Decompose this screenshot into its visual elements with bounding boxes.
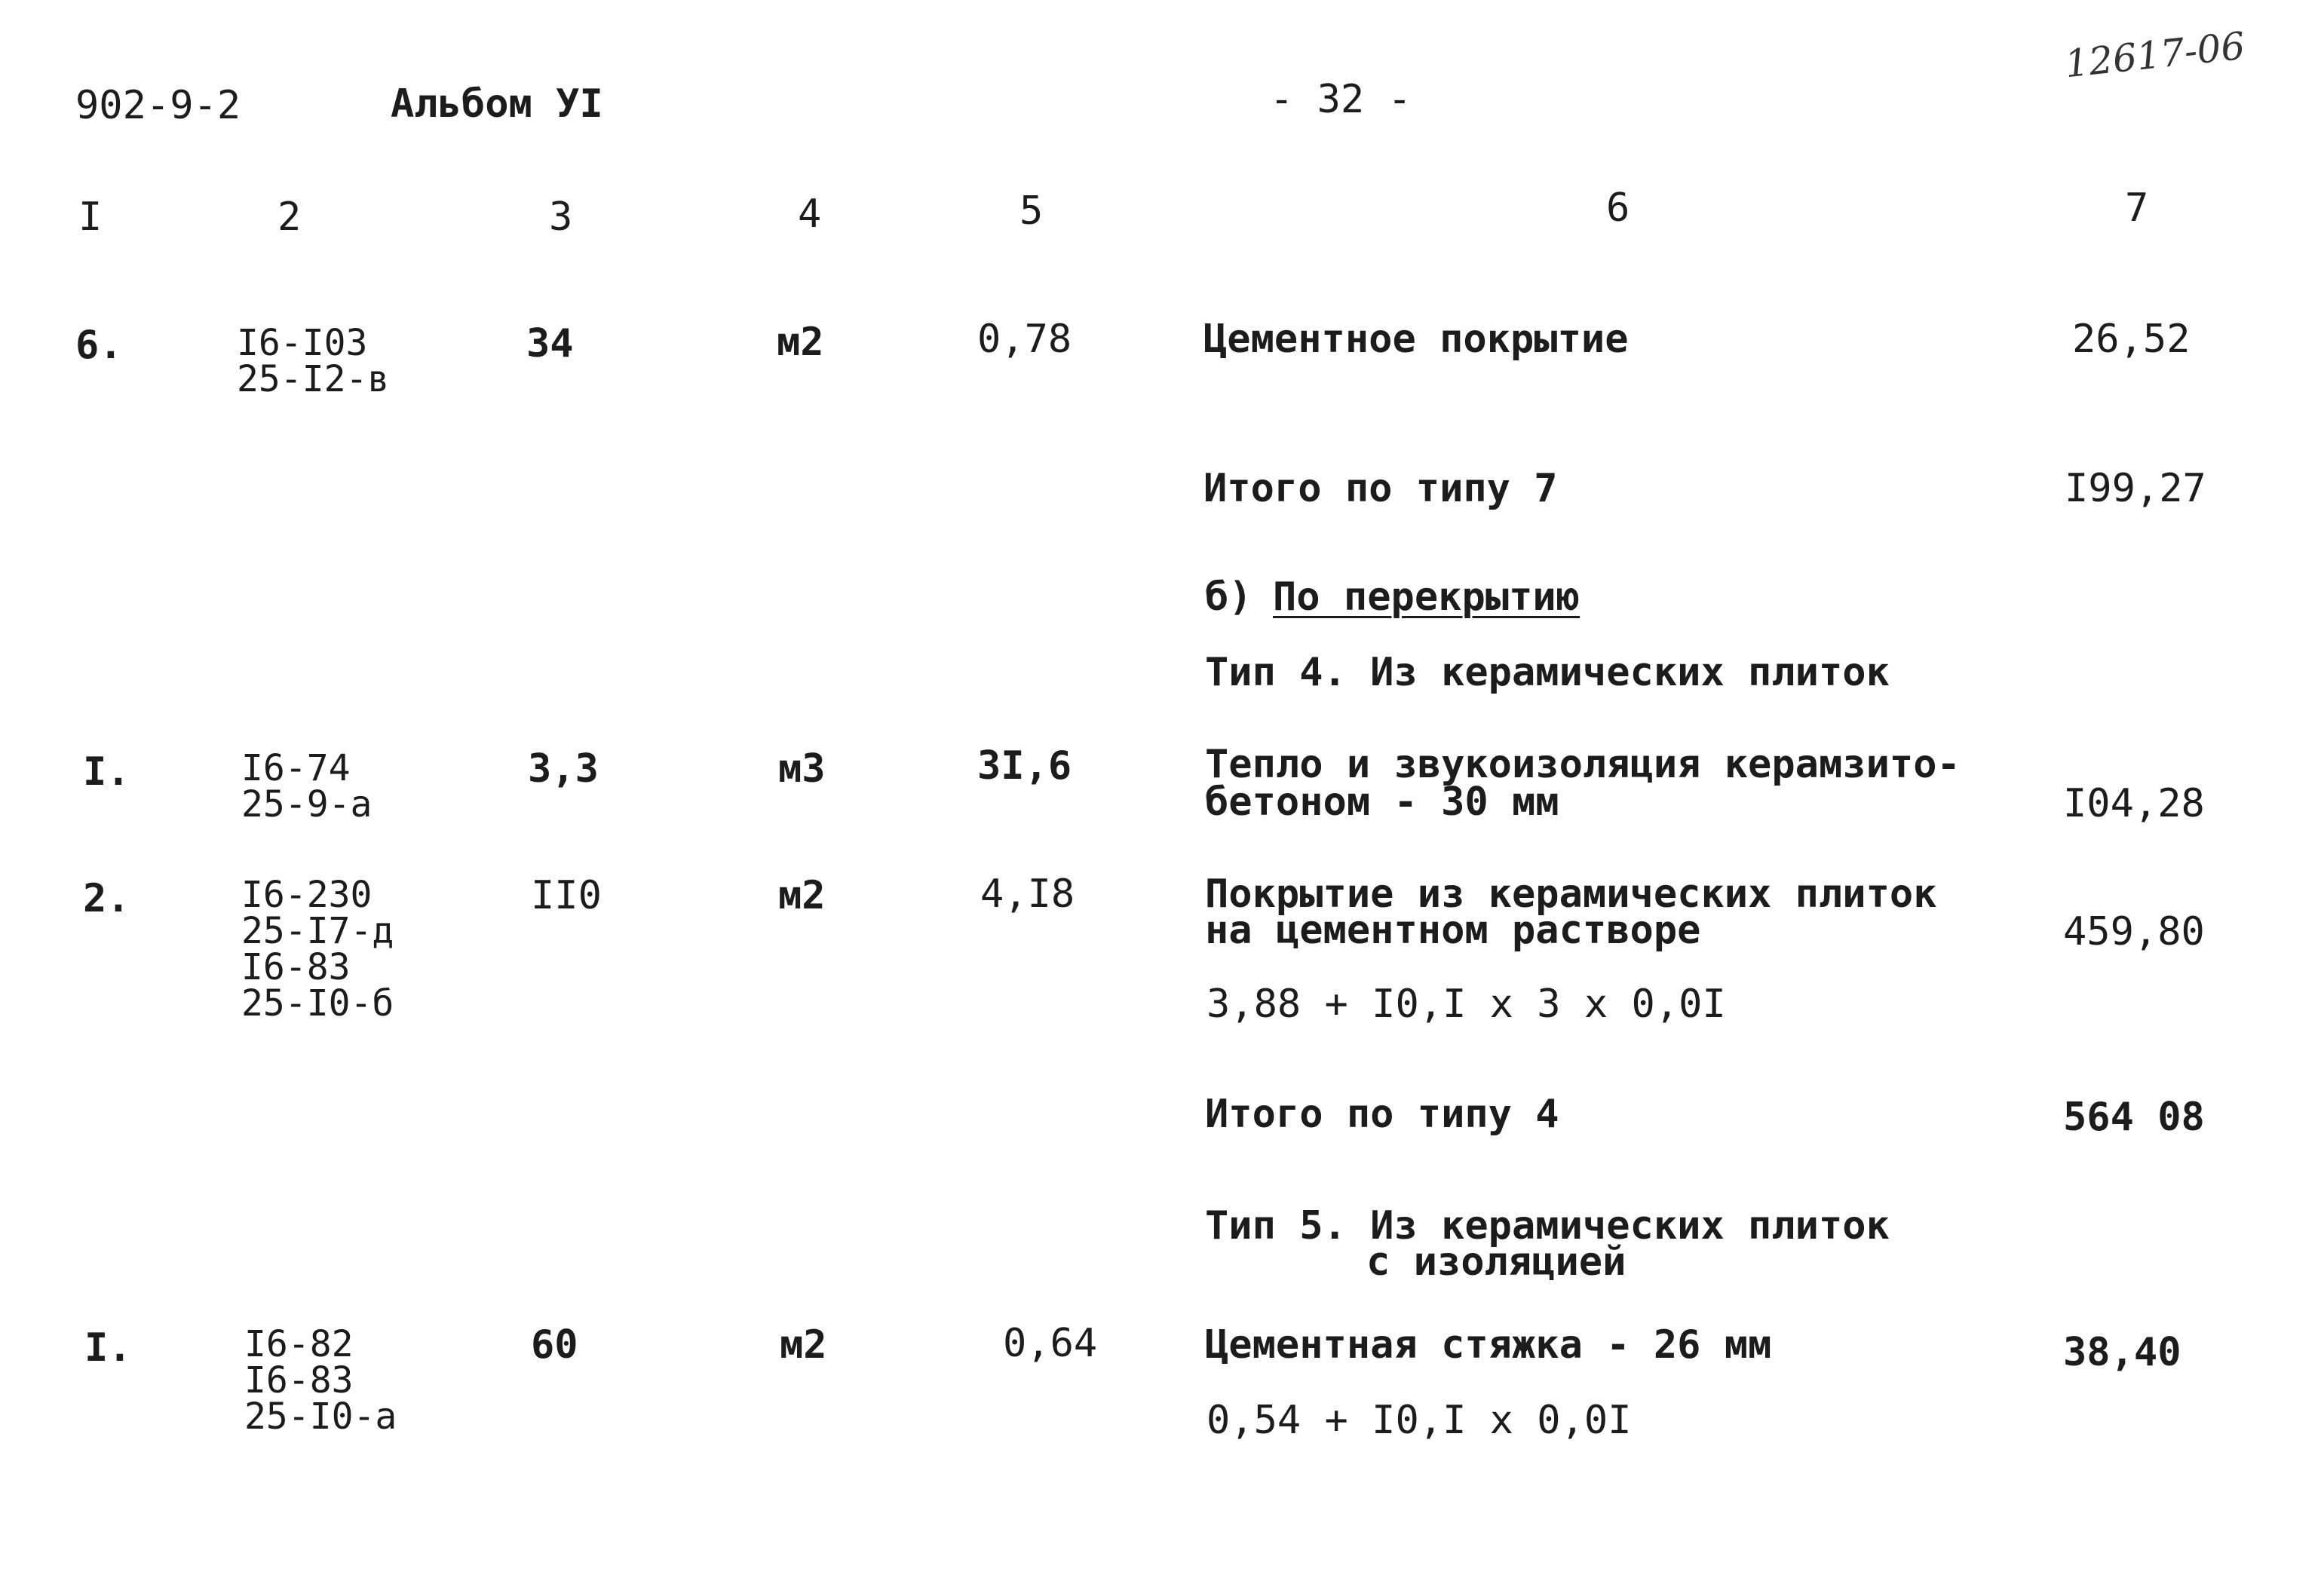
unit: м3 (778, 746, 826, 792)
rate-code: I6-82 (244, 1323, 354, 1365)
item-total: 459,80 (2063, 909, 2205, 954)
column-header-4: 4 (798, 191, 822, 237)
rate-code: I6-74 (241, 747, 351, 789)
handwritten-stamp: 12617-06 (2062, 23, 2247, 87)
calculation-formula: 0,54 + I0,I x 0,0I (1206, 1398, 1632, 1443)
rate-code: 25-I2-в (237, 358, 390, 400)
rate-code: 25-I0-б (241, 982, 394, 1025)
item-total: 38,40 (2063, 1330, 2181, 1375)
unit-rate: 0,64 (1003, 1321, 1098, 1366)
album-label: Альбом УI (391, 81, 603, 127)
rate-code: 25-I0-а (244, 1395, 397, 1438)
rate-code: I6-83 (244, 1359, 354, 1402)
rate-code: I6-230 (241, 874, 373, 916)
rate-code: 25-9-а (241, 783, 373, 826)
item-total: 26,52 (2072, 317, 2191, 362)
item-description: на цементном растворе (1205, 908, 1701, 953)
item-description: Цементная стяжка - 26 мм (1205, 1322, 1772, 1368)
unit: м2 (777, 320, 824, 365)
type-heading: с изоляцией (1366, 1239, 1626, 1285)
item-total: I04,28 (2063, 781, 2205, 826)
item-description: Цементное покрытие (1203, 317, 1629, 362)
rate-code: I6-I03 (237, 322, 368, 364)
section-heading: По перекрытию (1273, 574, 1580, 620)
quantity: 3,3 (528, 746, 599, 792)
quantity: 60 (531, 1322, 578, 1368)
row-number: 2. (83, 876, 130, 921)
section-prefix: б) (1205, 574, 1252, 620)
unit: м2 (780, 1322, 827, 1368)
unit-rate: 0,78 (977, 317, 1072, 362)
quantity: II0 (531, 873, 602, 918)
item-description: Покрытие из керамических плиток (1205, 872, 1937, 917)
unit-rate: 4,I8 (980, 872, 1075, 917)
column-header-7: 7 (2125, 185, 2149, 231)
item-description: Тепло и звукоизоляция керамзито- (1205, 742, 1961, 787)
subtotal-label: Итого по типу 7 (1203, 466, 1558, 511)
rate-code: I6-83 (241, 946, 351, 988)
row-number: I. (83, 749, 130, 795)
type-heading: Тип 4. Из керамических плиток (1205, 650, 1890, 695)
type-heading: Тип 5. Из керамических плиток (1205, 1203, 1890, 1248)
quantity: 34 (526, 321, 574, 366)
column-header-3: 3 (549, 195, 573, 240)
item-description: бетоном - 30 мм (1205, 780, 1559, 825)
row-number: I. (84, 1325, 132, 1371)
page-number: - 32 - (1270, 77, 1412, 122)
series-number: 902-9-2 (75, 83, 241, 128)
column-header-6: 6 (1606, 185, 1630, 231)
column-header-5: 5 (1019, 188, 1044, 234)
subtotal-value: 564 08 (2063, 1095, 2205, 1140)
unit: м2 (778, 873, 826, 918)
calculation-formula: 3,88 + I0,I x 3 x 0,0I (1206, 982, 1726, 1027)
row-number: 6. (75, 323, 123, 368)
subtotal-value: I99,27 (2065, 466, 2206, 511)
column-header-2: 2 (277, 195, 302, 240)
unit-rate: 3I,6 (977, 743, 1072, 789)
subtotal-label: Итого по типу 4 (1205, 1092, 1559, 1137)
column-header-1: I (78, 195, 103, 240)
rate-code: 25-I7-д (241, 910, 394, 952)
